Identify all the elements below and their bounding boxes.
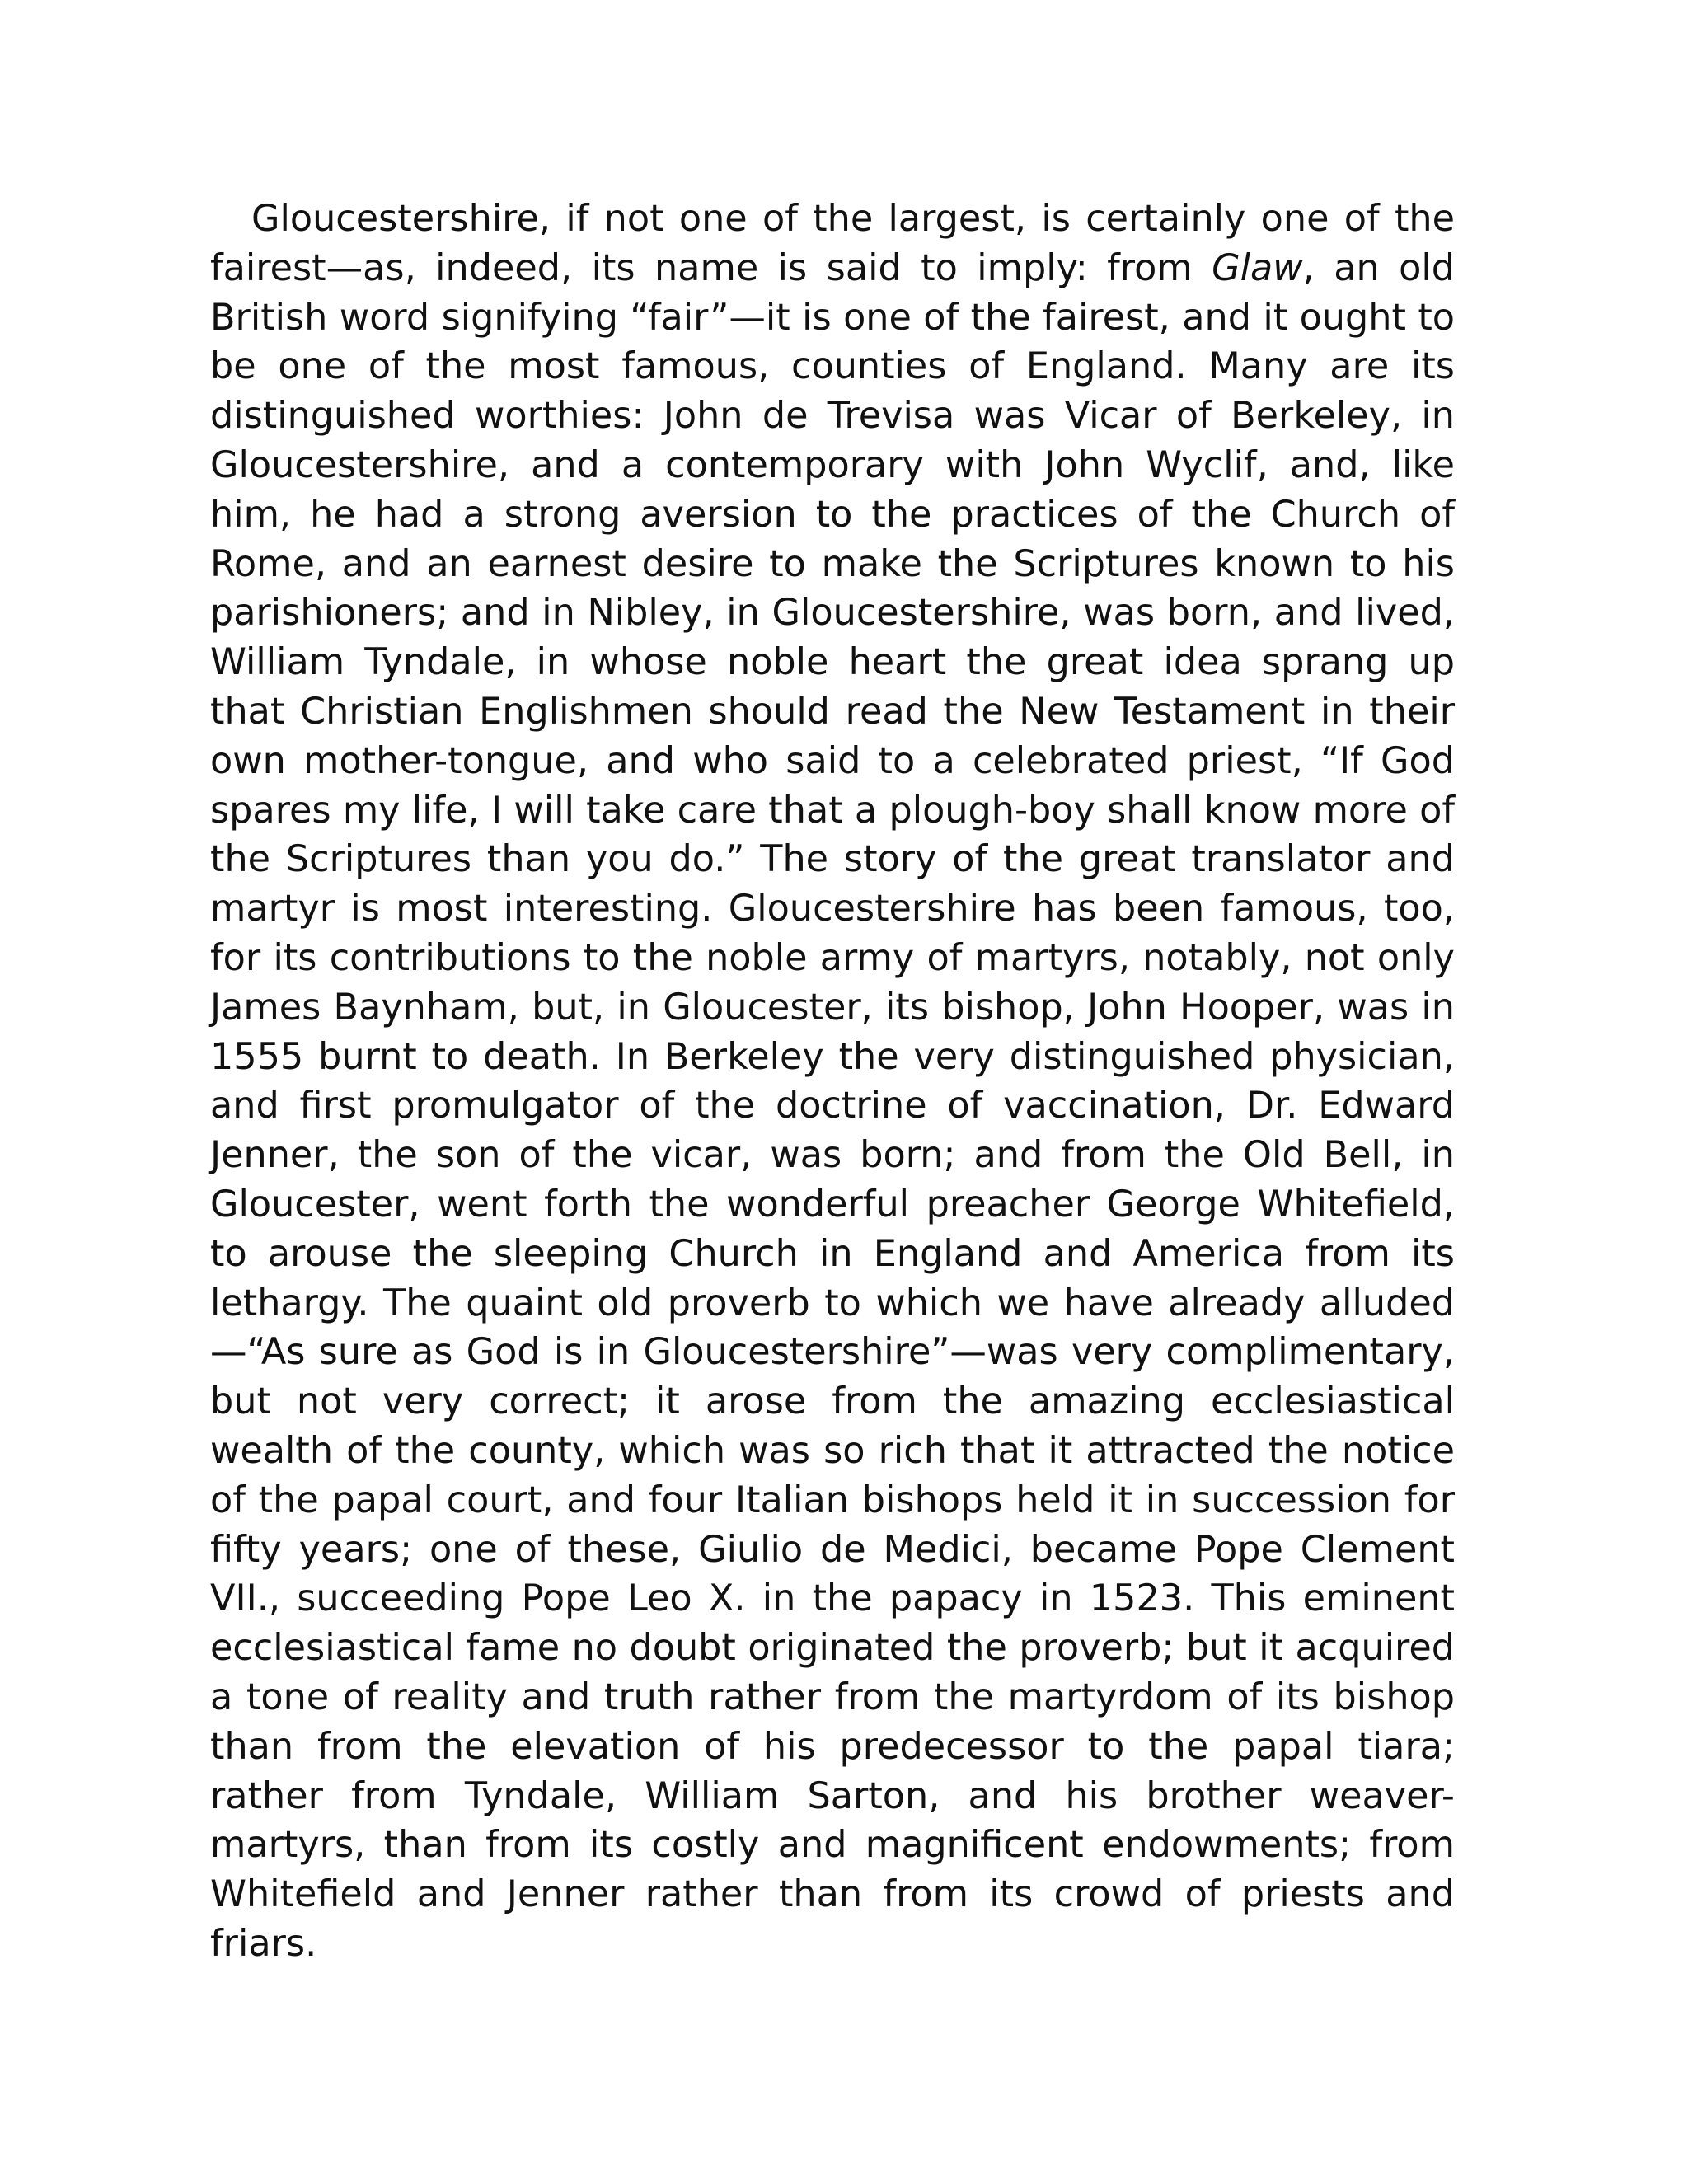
- italic-word-glaw: Glaw: [1212, 246, 1303, 289]
- body-paragraph: [210, 194, 1455, 1969]
- paragraph-text-rest: , an old British word signifying “fair”—it is one of the fairest, and it ought to be one of the most famous, counties of England. Many are its distinguished worthies: John de Trevisa was Vicar of Berkeley, in Gloucestershire, and a contemporary with John Wyclif, and, like him, he had a strong aversion to the practices of the Church of Rome, and an earnest desire to make the Scriptures known to his parishioners; and in Nibley, in Gloucestershire, was born, and lived, William Tyndale, in whose noble heart the great idea sprang up that Christian Englishmen should read the New Testament in their own mother-tongue, and who said to a celebrated priest, “If God spares my life, I will take care that a plough-boy shall know more of the Scriptures than you do.” The story of the great translator and martyr is most interesting. Gloucestershire has been famous, too, for its contributions to the noble army of martyrs, notably, not only James Baynham, but, in Gloucester, its bishop, John Hooper, was in 1555 burnt to death. In Berkeley the very distinguished physician, and first promulgator of the doctrine of vaccination, Dr. Edward Jenner, the son of the vicar, was born; and from the Old Bell, in Gloucester, went forth the wonderful preacher George Whitefield, to arouse the sleeping Church in England and America from its lethargy. The quaint old proverb to which we have already alluded—“As sure as God is in Gloucestershire”—was very complimentary, but not very correct; it arose from the amazing ecclesiastical wealth of the county, which was so rich that it attracted the notice of the papal court, and four Italian bishops held it in succession for fifty years; one of these, Giulio de Medici, became Pope Clement VII., succeeding Pope Leo X. in the papacy in 1523. This eminent ecclesiastical fame no doubt originated the proverb; but it acquired a tone of reality and truth rather from the martyrdom of its bishop than from the elevation of his predecessor to the papal tiara; rather from Tyndale, William Sarton, and his brother weaver-martyrs, than from its costly and magnificent endowments; from Whitefield and Jenner rather than from its crowd of priests and friars.: [210, 246, 1455, 1965]
- paragraph-text-start: Gloucestershire, if not one of the largest, is certainly one of the fairest—as, indeed, its name is said to imply: from: [210, 198, 1455, 289]
